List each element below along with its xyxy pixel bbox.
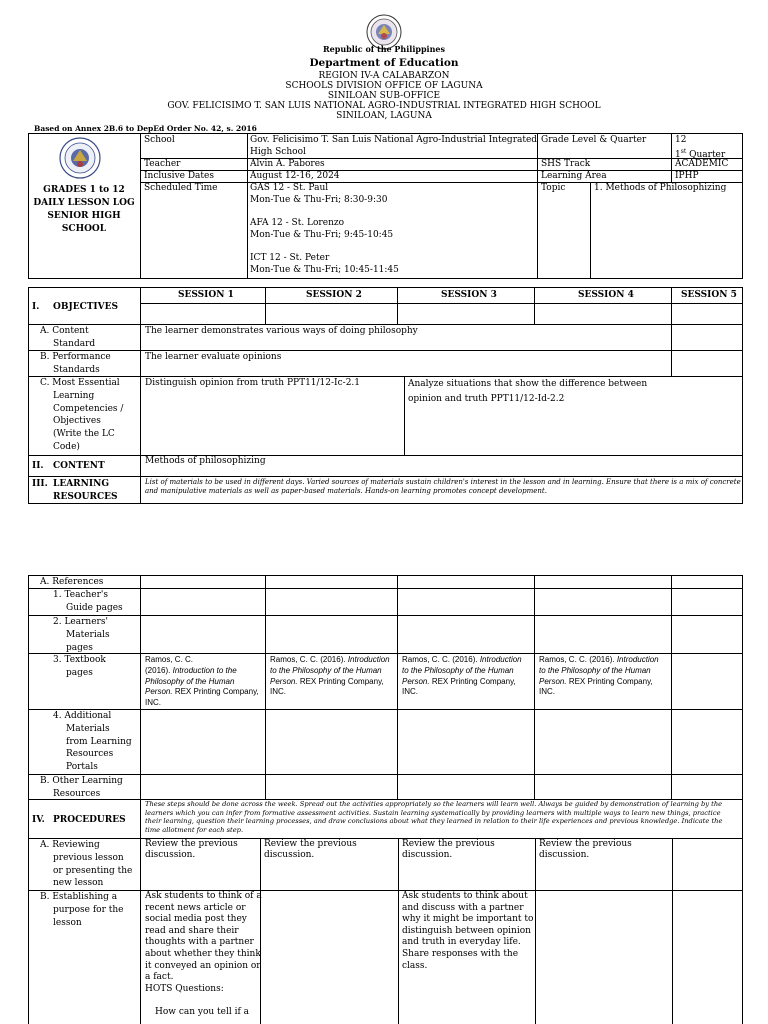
grade-label: Grade Level & Quarter: [541, 135, 647, 145]
annex-note: Based on Annex 2B.6 to DepEd Order No. 42, s. 2016: [34, 124, 257, 133]
reviewing-label: A. Reviewing previous lesson or presenting the new lesson: [40, 840, 133, 889]
content-value: Methods of philosophizing: [145, 456, 266, 466]
session-4-header: SESSION 4: [578, 290, 634, 300]
competencies-label: C. Most Essential Learning Competencies / Objectives (Write the LC Code): [40, 378, 124, 452]
grade-value: 12: [675, 135, 687, 145]
competency-1-value: Distinguish opinion from truth PPT11/12-Ic-2.1: [145, 378, 361, 388]
session-1-header: SESSION 1: [178, 290, 234, 300]
area-value: IPHP: [675, 171, 699, 181]
dll-title: [28, 184, 140, 236]
region-line: REGION IV-A CALABARZON: [318, 71, 450, 81]
session-5-header: SESSION 5: [681, 290, 737, 300]
dll-title-line-1: GRADES 1 to 12: [43, 185, 125, 195]
objectives-number: I.: [32, 302, 40, 312]
dates-label: Inclusive Dates: [144, 171, 214, 181]
learners-materials-label: 2. Learners' Materials pages: [53, 617, 110, 653]
track-value: ACADEMIC: [675, 159, 729, 169]
procedures-note: These steps should be done across the week. Spread out the activities appropriately so the learners will learn well. Always be guided by demonstration of learning by the learners which you can infer from formative assessment activities. Sustain learning systematically by providing learners with multiple ways to learn new things, practice their learning, question their learning processes, and draw conclusions about what they learned in relation to their life experiences and previous knowledge. Indicate the time allotment for each step.: [145, 800, 723, 834]
competency-2-value: Analyze situations that show the difference between opinion and truth PPT11/12-Id-2.2: [408, 379, 648, 404]
objectives-heading: OBJECTIVES: [53, 302, 118, 312]
content-standard-value: The learner demonstrates various ways of doing philosophy: [145, 326, 418, 336]
teacher-label: Teacher: [144, 159, 181, 169]
review-session-2: Review the previous discussion.: [264, 839, 357, 860]
resources-heading: LEARNING RESOURCES: [53, 479, 118, 502]
additional-materials-label: 4. Additional Materials from Learning Resources Portals: [53, 711, 132, 773]
suboffice-line: SINILOAN SUB-OFFICE: [327, 91, 441, 101]
quarter-value: 1st Quarter: [675, 148, 726, 160]
session-3-header: SESSION 3: [441, 290, 497, 300]
textbook-citation-session-1: Ramos, C. C. (2016). Introduction to the Philosophy of the Human Person. REX Printing Company, INC.: [145, 655, 259, 708]
teacher-value: Alvin A. Pabores: [250, 159, 325, 169]
topic-value: 1. Methods of Philosophizing: [594, 183, 727, 193]
performance-standards-label: B. Performance Standards: [40, 352, 111, 375]
textbook-citation-session-3: Ramos, C. C. (2016). Introduction to the Philosophy of the Human Person. REX Printing Company, INC.: [402, 655, 522, 697]
content-standard-label: A. Content Standard: [40, 326, 96, 349]
dll-title-line-4: SCHOOL: [61, 224, 107, 234]
purpose-session-3: Ask students to think about and discuss with a partner why it might be important to distinguish between opinion and truth in everyday life. Share responses with the class.: [402, 891, 534, 971]
school-seal-logo: [59, 137, 101, 179]
schedule-line-2: Mon-Tue & Thu-Fri; 8:30-9:30: [250, 195, 388, 205]
textbook-citation-session-2: Ramos, C. C. (2016). Introduction to the Philosophy of the Human Person. REX Printing Company, INC.: [270, 655, 390, 697]
references-label: A. References: [40, 577, 104, 587]
textbook-pages-label: 3. Textbook pages: [53, 655, 106, 678]
dll-title-line-2: DAILY LESSON LOG: [33, 198, 135, 208]
area-label: Learning Area: [541, 171, 607, 181]
topic-label: Topic: [541, 183, 566, 193]
scheduled-time-label: Scheduled Time: [144, 183, 218, 193]
procedures-heading: PROCEDURES: [53, 815, 126, 825]
content-number: II.: [32, 461, 44, 471]
school-value-line-2: High School: [250, 147, 306, 157]
session-2-header: SESSION 2: [306, 290, 362, 300]
schedule-line-5: ICT 12 - St. Peter: [250, 253, 330, 263]
performance-standards-value: The learner evaluate opinions: [145, 352, 282, 362]
resources-number: III.: [32, 479, 48, 489]
content-heading: CONTENT: [53, 461, 105, 471]
procedures-number: IV.: [32, 815, 45, 825]
location-line: SINILOAN, LAGUNA: [336, 111, 432, 121]
dll-title-line-3: SENIOR HIGH: [47, 211, 121, 221]
school-name-line: GOV. FELICISIMO T. SAN LUIS NATIONAL AGRO-INDUSTRIAL INTEGRATED HIGH SCHOOL: [167, 101, 601, 111]
schedule-line-1: GAS 12 - St. Paul: [250, 183, 329, 193]
dates-value: August 12-16, 2024: [250, 171, 340, 181]
establishing-purpose-label: B. Establishing a purpose for the lesson: [40, 892, 124, 928]
division-line: SCHOOLS DIVISION OFFICE OF LAGUNA: [285, 81, 483, 91]
school-value-line-1: Gov. Felicisimo T. San Luis National Agro-Industrial Integrated: [250, 135, 538, 145]
track-label: SHS Track: [541, 159, 591, 169]
republic-line: Republic of the Philippines: [322, 44, 445, 54]
textbook-citation-session-4: Ramos, C. C. (2016). Introduction to the Philosophy of the Human Person. REX Printing Company, INC.: [539, 655, 659, 697]
purpose-session-1: Ask students to think of a recent news article or social media post they read and share their thoughts with a partner about whether they think it conveyed an opinion or a fact. HOTS Questions: How can you tell if a: [145, 891, 262, 1017]
review-session-4: Review the previous discussion.: [539, 839, 632, 860]
department-line: Department of Education: [309, 57, 459, 69]
teachers-guide-label: 1. Teacher's Guide pages: [53, 590, 123, 613]
school-label: School: [144, 135, 175, 145]
review-session-3: Review the previous discussion.: [402, 839, 495, 860]
schedule-line-4: Mon-Tue & Thu-Fri; 9:45-10:45: [250, 230, 394, 240]
schedule-line-3: AFA 12 - St. Lorenzo: [250, 218, 345, 228]
schedule-line-6: Mon-Tue & Thu-Fri; 10:45-11:45: [250, 265, 399, 275]
resources-note: List of materials to be used in different days. Varied sources of materials sustain children's interest in the lesson and in learning. Ensure that there is a mix of concrete and manipulative materials as well as paper-based materials. Hands-on learning promotes concept development.: [145, 478, 741, 495]
review-session-1: Review the previous discussion.: [145, 839, 238, 860]
other-resources-label: B. Other Learning Resources: [40, 776, 123, 799]
